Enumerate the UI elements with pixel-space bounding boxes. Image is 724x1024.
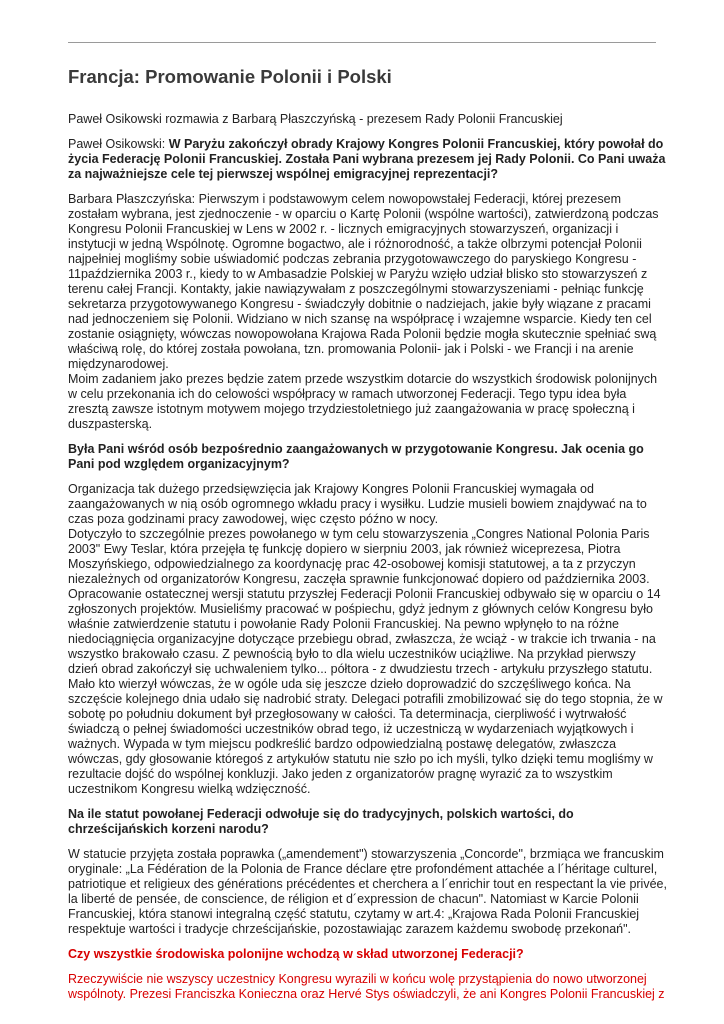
answer-1-paragraph-1: Barbara Płaszczyńska: Pierwszym i podstawowym celem nowopowstałej Federacji, której prezesem zostałam wybrana, jest zjednoczenie - w oparciu o Kartę Polonii (wspólne wartości), zatwierdzoną podczas Kongresu Polonii Francuskiej w Lens w 2002 r. - licznych emigracyjnych stowarzyszeń, organizacji i instytucji w jedną Wspólnotę. Ogromne bogactwo, ale i różnorodność, a także olbrzymi potencjał Polonii najpełniej mogliśmy sobie uświadomić podczas zebrania przygotowawczego do paryskiego Kongresu - 11października 2003 r., kiedy to w Ambasadzie Polskiej w Paryżu wzięło udział blisko sto stowarzyszeń z terenu całej Francji. Kontakty, jakie nawiązywałam z poszczególnymi stowarzyszeniami - pełniąc funkcję sekretarza przygotowywanego Kongresu - świadczyły dobitnie o nadziejach, jakie były wiązane z pracami nad jednoczeniem się Polonii. Widziano w nich szansę na współpracę i wzajemne wsparcie. Kiedy ten cel zostanie osiągnięty, wówczas nowopowołana Krajowa Rada Polonii będzie mogła skutecznie spełniać swą właściwą rolę, do której została powołana, tzn. promowania Polonii- jak i Polski - we Francji i na arenie międzynarodowej. bbox=[68, 192, 659, 371]
article-body bbox=[68, 112, 668, 1002]
question-4-text: Czy wszystkie środowiska polonijne wchodzą w skład utworzonej Federacji? bbox=[68, 947, 524, 961]
answer-4: Rzeczywiście nie wszyscy uczestnicy Kongresu wyrazili w końcu wolę przystąpienia do nowo utworzonej wspólnoty. Prezesi Franciszka Konieczna oraz Hervé Stys oświadczyli, że ani Kongres Polonii Francuskiej z bbox=[68, 972, 665, 1001]
answer-1-paragraph-2: Moim zadaniem jako prezes będzie zatem przede wszystkim dotarcie do wszystkich środowisk polonijnych w celu przekonania ich do celowości współpracy w ramach utworzonej Federacji. Tego typu idea była zresztą zawsze istotnym motywem mojego trzydziestoletniego już zaangażowania w pracę społeczną i duszpasterską. bbox=[68, 372, 658, 431]
question-4 bbox=[68, 947, 668, 962]
answer-2-paragraph-2: Dotyczyło to szczególnie prezes powołanego w tym celu stowarzyszenia „Congres National Polonia Paris 2003" Ewy Teslar, która przejęła tę funkcję dopiero w sierpniu 2003, jak również wiceprezesa, Piotra Moszyńskiego, odpowiedzialnego za koordynację prac 42-osobowej komisji statutowej, a ta z przyczyn niezależnych od organizatorów Kongresu, zaczęła sprawnie funkcjonować dopiero od października 2003. Opracowanie ostatecznej wersji statutu przyszłej Federacji Polonii Francuskiej odbywało się w oparciu o 14 zgłoszonych projektów. Musieliśmy pracować w pośpiechu, gdyż jednym z głównych celów Kongresu było właśnie zatwierdzenie statutu i powołanie Rady Polonii Francuskiej. Na pewno wpłynęło to na różne niedociągnięcia organizacyjne dotyczące przebiegu obrad, zwłaszcza, że wciąż - w trakcie ich trwania - na wszystko brakowało czasu. Z pewnością było to dla wielu uczestników uciążliwe. Na przykład pierwszy dzień obrad zakończył się uchwaleniem tylko... półtora - z dwudziestu trzech - artykułu przyszłego statutu. Mało kto wierzył wówczas, że w ogóle uda się jeszcze dzieło doprowadzić do szczęśliwego końca. Na szczęście kolejnego dnia udało się nadrobić straty. Delegaci potrafili zmobilizować się do tego stopnia, że w sobotę po południu dokument był przegłosowany w całości. Ta determinacja, cierpliwość i wytrwałość świadczą o pełnej świadomości uczestników obrad tego, iż uczestniczą w wydarzeniach wyjątkowych i ważnych. Wypada w tym miejscu podkreślić bardzo odpowiedzialną postawę delegatów, zwłaszcza wówczas, gdy głosowanie któregoś z artykułów statutu nie szło po ich myśli, tylko dzięki temu mogliśmy w rezultacie dojść do wspólnej konkluzji. Jako jeden z organizatorów pragnę wyrazić za to wszystkim uczestnikom Kongresu wielką wdzięczność. bbox=[68, 527, 663, 796]
question-1-speaker: Paweł Osikowski: bbox=[68, 137, 169, 151]
question-2 bbox=[68, 442, 668, 472]
answer-3: W statucie przyjęta została poprawka („amendement") stowarzyszenia „Concorde", brzmiąca we francuskim oryginale: „La Fédération de la Polonia de France déclare ętre profondément attachée a l´héritage culturel, patriotique et religieux des générations précédentes et cherchera a l´enrichir tout en respectant la vie privée, la liberté de pensée, de conscience, de réligion et d´expression de chacun". Natomiast w Karcie Polonii Francuskiej, która stanowi integralną część statutu, czytamy w art.4: „Krajowa Rada Polonii Francuskiej respektuje wartości i tradycje chrześcijańskie, pozostawiając zarazem każdemu swobodę przekonań". bbox=[68, 847, 667, 936]
intro-paragraph: Paweł Osikowski rozmawia z Barbarą Płaszczyńską - prezesem Rady Polonii Francuskiej bbox=[68, 112, 563, 126]
top-rule bbox=[68, 42, 656, 43]
article bbox=[68, 52, 668, 1012]
question-3-text: Na ile statut powołanej Federacji odwołuje się do tradycyjnych, polskich wartości, do chrześcijańskich korzeni narodu? bbox=[68, 807, 574, 836]
answer-2-paragraph-1: Organizacja tak dużego przedsięwzięcia jak Krajowy Kongres Polonii Francuskiej wymagała od zaangażowanych w nią osób ogromnego wkładu pracy i wysiłku. Ludzie musieli bowiem znajdywać na to czas poza godzinami pracy zawodowej, więc często późno w nocy. bbox=[68, 482, 647, 526]
question-1-text: W Paryżu zakończył obrady Krajowy Kongres Polonii Francuskiej, który powołał do życia Federację Polonii Francuskiej. Została Pani wybrana prezesem jej Rady Polonii. Co Pani uważa za najważniejsze cele tej pierwszej wspólnej emigracyjnej reprezentacji? bbox=[68, 137, 666, 181]
question-1 bbox=[68, 137, 668, 182]
question-3 bbox=[68, 807, 668, 837]
article-title: Francja: Promowanie Polonii i Polski bbox=[68, 66, 392, 87]
question-2-text: Była Pani wśród osób bezpośrednio zaangażowanych w przygotowanie Kongresu. Jak ocenia go Pani pod względem organizacyjnym? bbox=[68, 442, 644, 471]
